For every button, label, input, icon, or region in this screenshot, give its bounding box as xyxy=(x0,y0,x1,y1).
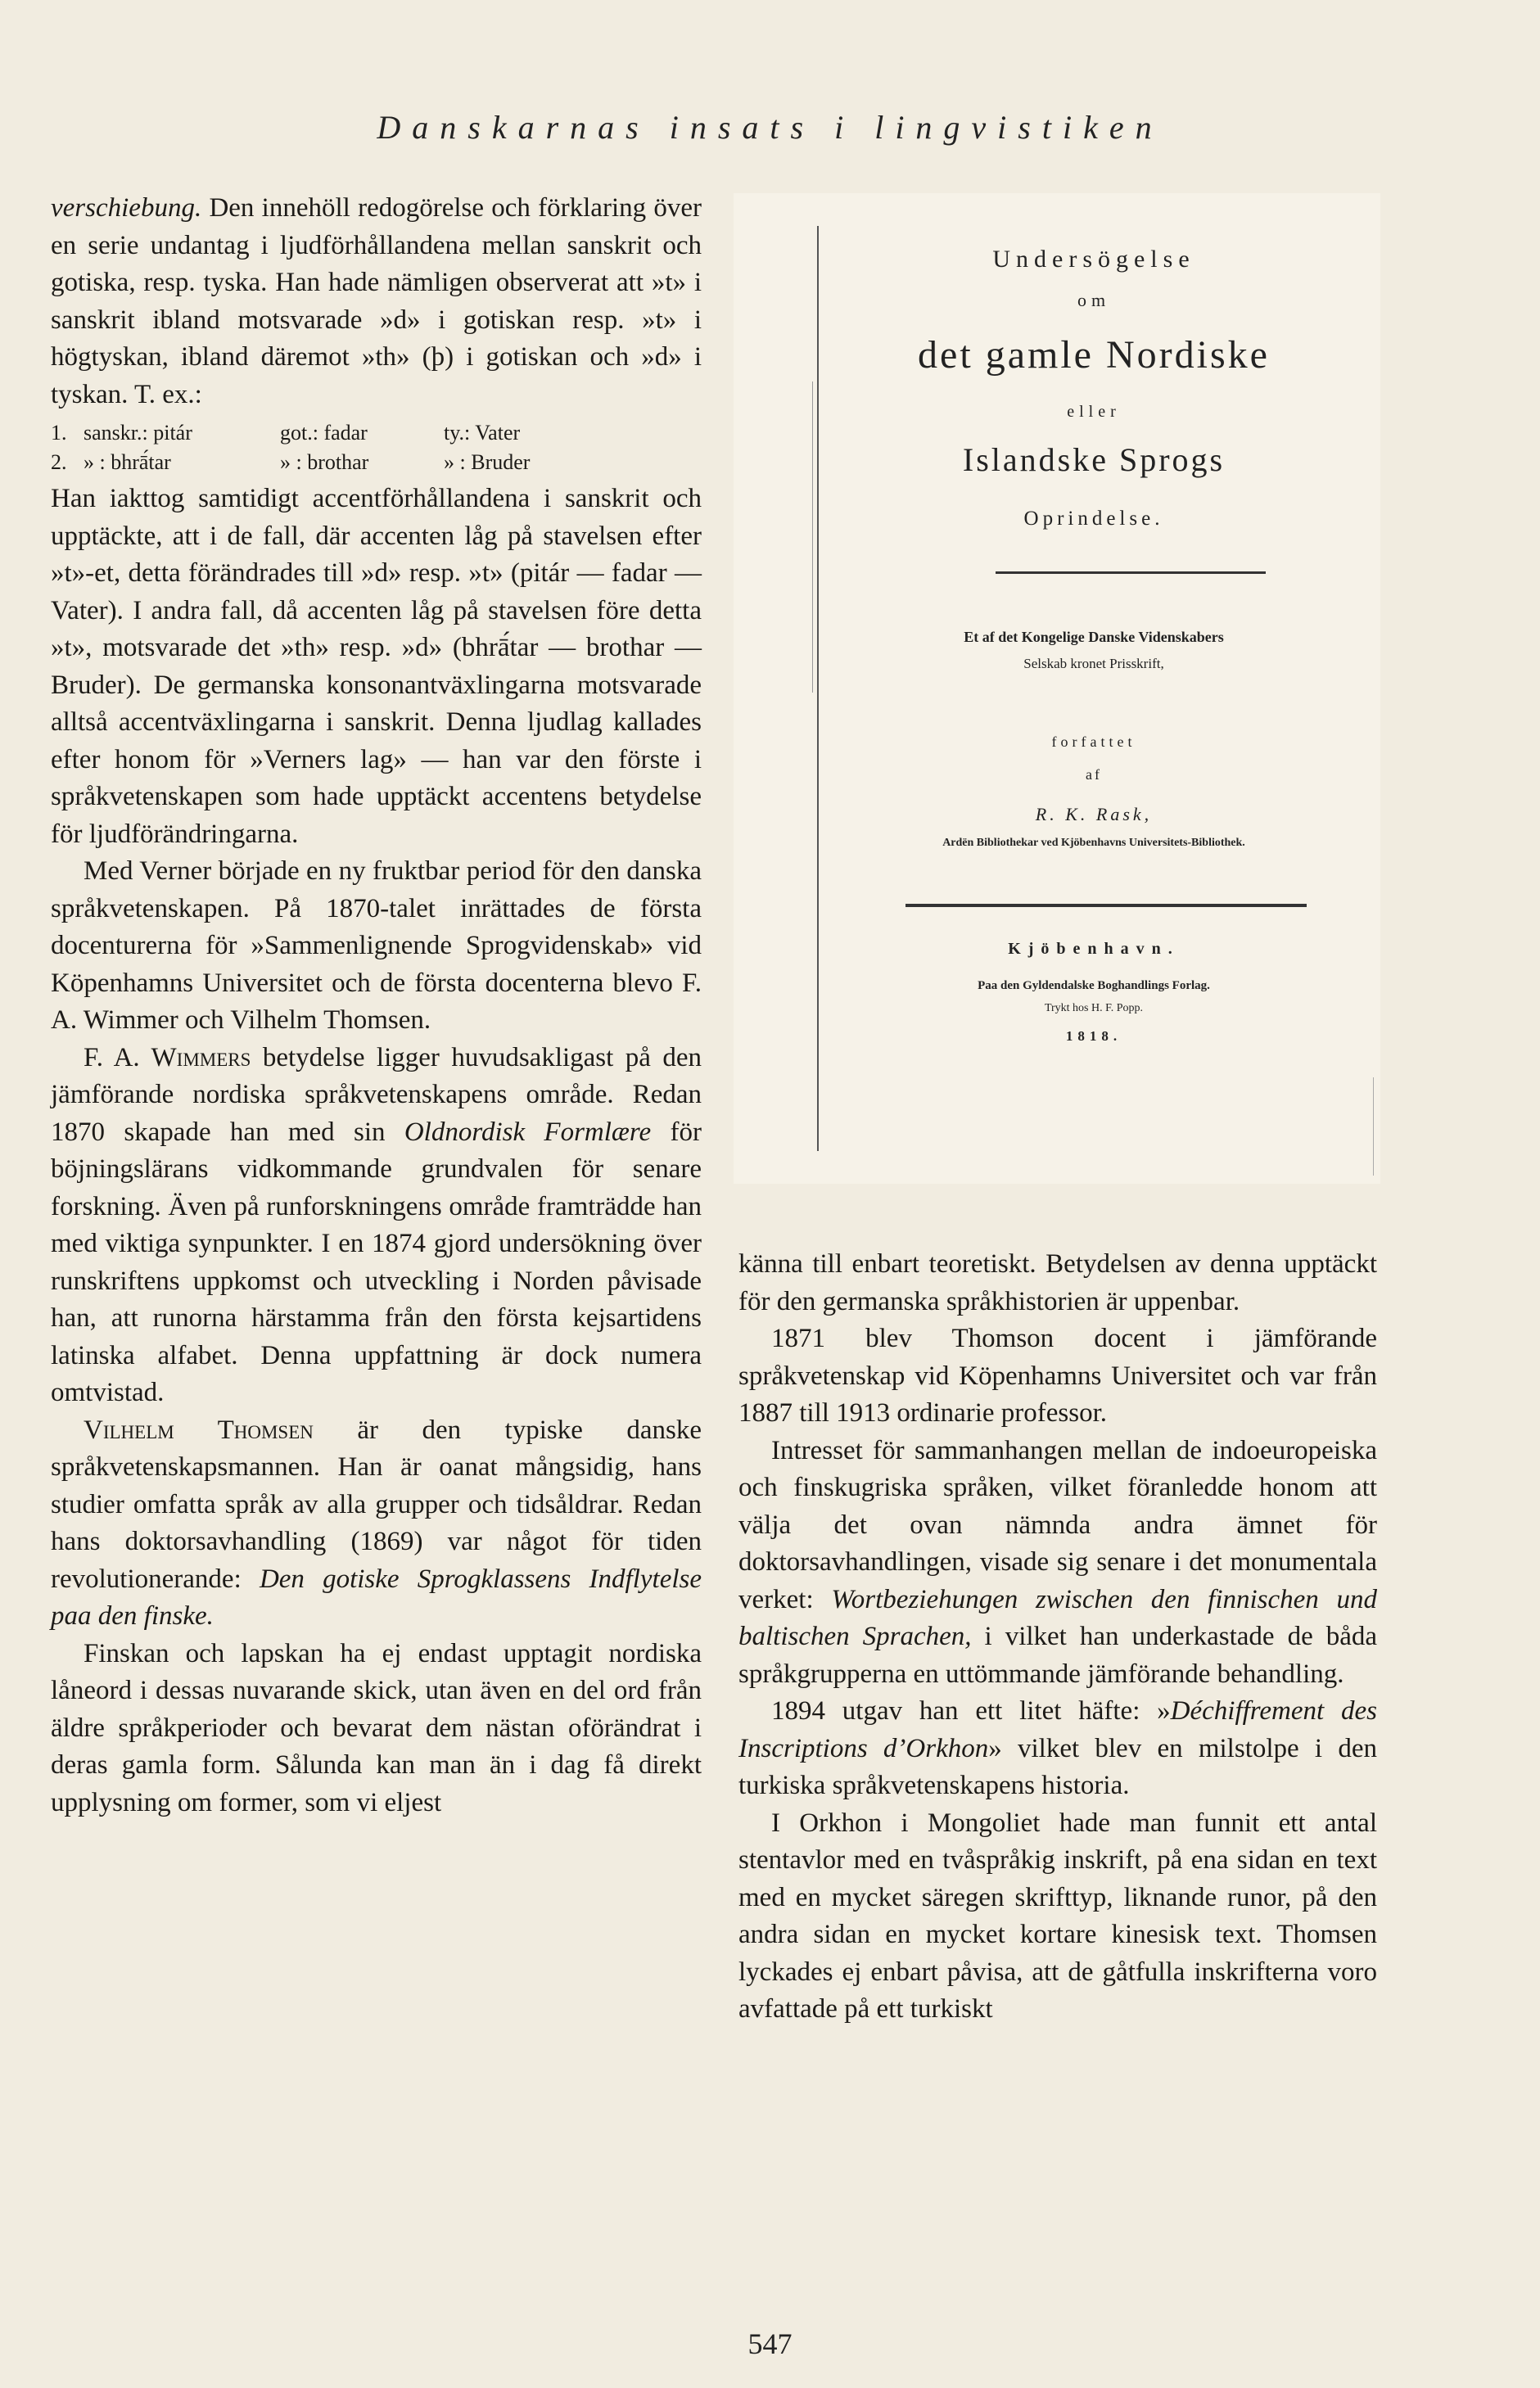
paragraph xyxy=(51,1412,702,1636)
title-line: Oprindelse. xyxy=(1023,508,1164,530)
title-line: Et af det Kongelige Danske Videnskabers xyxy=(964,629,1224,645)
text-span: Intresset för sammanhangen mellan de indoeuropeiska och finskugriska språken, vilket föranledde honom att välja det ovan nämnda andra ämnet för doktorsavhandlingen, visade sig senare i det monumentala verket: xyxy=(738,1435,1377,1614)
example-table xyxy=(51,418,702,477)
title-line: 1818. xyxy=(1065,1028,1122,1044)
example-cell: » : brothar xyxy=(280,450,369,474)
text-span: 1894 utgav han ett litet häfte: » xyxy=(771,1696,1171,1726)
paragraph xyxy=(738,1693,1377,1805)
title-line: Islandske Sprogs xyxy=(962,441,1226,478)
text-span: för böjningslärans vidkommande grundvalen för senare forskning. Även på runforskningens område framträdde han med viktiga synpunkter. I en 1874 gjord undersökning över runskriftens uppkomst och utveckling i Norden påvisade han, att runorna härstamma från den första kejsartidens latinska alfabet. Denna uppfattning är dock numera omtvistad. xyxy=(51,1117,702,1407)
running-header: Danskarnas insats i lingvistiken xyxy=(377,109,1163,146)
paragraph: Han iakttog samtidigt accentförhållandena i sanskrit och upptäckte, att i de fall, där accenten låg på stavelsen efter »t»-et, detta förändrades till »d» resp. »t» (pitár — fadar — Vater). I andra fall, då accenten låg på stavelsen före detta »t», motsvarade det »th» resp. »d» (bhrā́tar — brothar — Bruder). De germanska konsonantväxlingarna motsvarade alltså accentväxlingarna i sanskrit. Denna ljudlag kallades efter honom för »Verners lag» — han var den förste i språkvetenskapen som hade upptäckt accentens betydelse för ljudförändringarna. xyxy=(51,484,702,849)
person-name: F. A. Wimmers xyxy=(84,1042,251,1072)
text-span: betydelse ligger huvudsakligast på den jämförande nordiska språkvetenskapens område. Redan 1870 skapade han med sin xyxy=(51,1042,702,1147)
text-span: » vilket blev en milstolpe i den turkiska språkvetenskapens historia. xyxy=(738,1733,1377,1800)
title-line: det gamle Nordiske xyxy=(918,333,1270,377)
figure-edge-line xyxy=(1373,1077,1374,1176)
right-column xyxy=(738,1246,1377,2029)
text-span: Den innehöll redogörelse och xyxy=(201,193,539,223)
page-number: 547 xyxy=(747,2327,793,2360)
decorative-rule xyxy=(905,904,1307,907)
text-span: i vilket han underkastade de båda språkgrupperna en uttömmande jämförande behandling. xyxy=(738,1622,1378,1689)
work-title: Wortbeziehungen zwischen den finnischen und baltischen Sprachen, xyxy=(738,1584,1377,1651)
example-cell: 2. xyxy=(51,450,67,474)
title-line: forfattet xyxy=(1051,734,1136,750)
paragraph xyxy=(51,190,702,413)
text-span: är den typiske danske språkvetenskapsmannen. Han är oanat mångsidig, hans studier omfatta språk av alla grupper och tidsåldrar. Redan hans doktorsavhandling (1869) var något för tiden revolutionerande: xyxy=(51,1415,702,1594)
title-line: Kjöbenhavn. xyxy=(1008,940,1180,958)
figure-edge-line xyxy=(812,381,813,693)
title-line: Trykt hos H. F. Popp. xyxy=(1044,1002,1144,1014)
paragraph xyxy=(738,1433,1377,1694)
title-line: Ardën Bibliothekar ved Kjöbenhavns Universitets-Bibliothek. xyxy=(942,837,1245,849)
title-line: eller xyxy=(1067,403,1121,421)
paragraph xyxy=(51,1040,702,1412)
title-line: af xyxy=(1086,766,1102,783)
example-cell: got.: fadar xyxy=(280,421,368,445)
example-cell: ty.: Vater xyxy=(444,421,521,445)
work-title: Déchiffrement des Inscriptions d’Orkhon xyxy=(738,1696,1377,1763)
paragraph: I Orkhon i Mongoliet hade man funnit ett antal stentavlor med en tvåspråkig inskrift, på ena sidan en text med en mycket säregen skrifttyp, liknande runor, på den andra sidan en mycket kortare kinesisk text. Thomsen lyckades ej enbart påvisa, att de gåtfulla inskrifterna voro avfattade på ett turkiskt xyxy=(738,1808,1377,2024)
example-cell: » : bhrā́tar xyxy=(84,450,171,474)
figure-edge-line xyxy=(817,226,819,1151)
paragraph: Finskan och lapskan ha ej endast upptagit nordiska låneord i dessas nuvarande skick, utan även en del ord från äldre språkperioder och bevarat dem nästan oförändrat i deras gamla form. Sålunda kan man än i dag få direkt upplysning om former, som vi eljest xyxy=(51,1638,702,1817)
example-cell: sanskr.: pitár xyxy=(84,421,192,445)
title-line: om xyxy=(1077,290,1111,310)
italic-term: verschiebung. xyxy=(51,193,202,223)
example-cell: 1. xyxy=(51,421,67,445)
title-page-figure xyxy=(734,193,1380,1184)
person-name: Vilhelm Thomsen xyxy=(84,1415,314,1445)
paragraph: känna till enbart teoretiskt. Betydelsen av denna upptäckt för den germanska språkhistorien är uppenbar. xyxy=(738,1249,1377,1316)
work-title: Oldnordisk Formlære xyxy=(404,1117,652,1147)
title-line: R. K. Rask, xyxy=(1035,804,1153,824)
paragraph: Med Verner började en ny fruktbar period för den danska språkvetenskapen. På 1870-talet inrättades de första docenturerna för »Sammenlignende Sprogvidenskab» vid Köpenhamns Universitet och de första docenterna blevo F. A. Wimmer och Vilhelm Thomsen. xyxy=(51,856,702,1035)
work-title: Den gotiske Sprogklassens Indflytelse paa den finske. xyxy=(51,1564,702,1631)
example-cell: » : Bruder xyxy=(444,450,531,474)
text-span: förklaring över en serie undantag i ljudförhållandena mellan sanskrit och gotiska, resp. tyska. Han hade nämligen observerat att »t» i sanskrit ibland motsvarade »d» i gotiskan resp. »t» i högtyskan, ibland däremot »th» (þ) i gotiskan och »d» i tyskan. T. ex.: xyxy=(51,193,702,409)
decorative-rule xyxy=(996,571,1266,574)
left-column xyxy=(51,190,702,1821)
paragraph: 1871 blev Thomson docent i jämförande språkvetenskap vid Köpenhamns Universitet och var från 1887 till 1913 ordinarie professor. xyxy=(738,1324,1377,1428)
title-line: Selskab kronet Prisskrift, xyxy=(1023,656,1164,671)
title-line: Undersögelse xyxy=(992,246,1195,273)
title-line: Paa den Gyldendalske Boghandlings Forlag. xyxy=(978,979,1210,992)
